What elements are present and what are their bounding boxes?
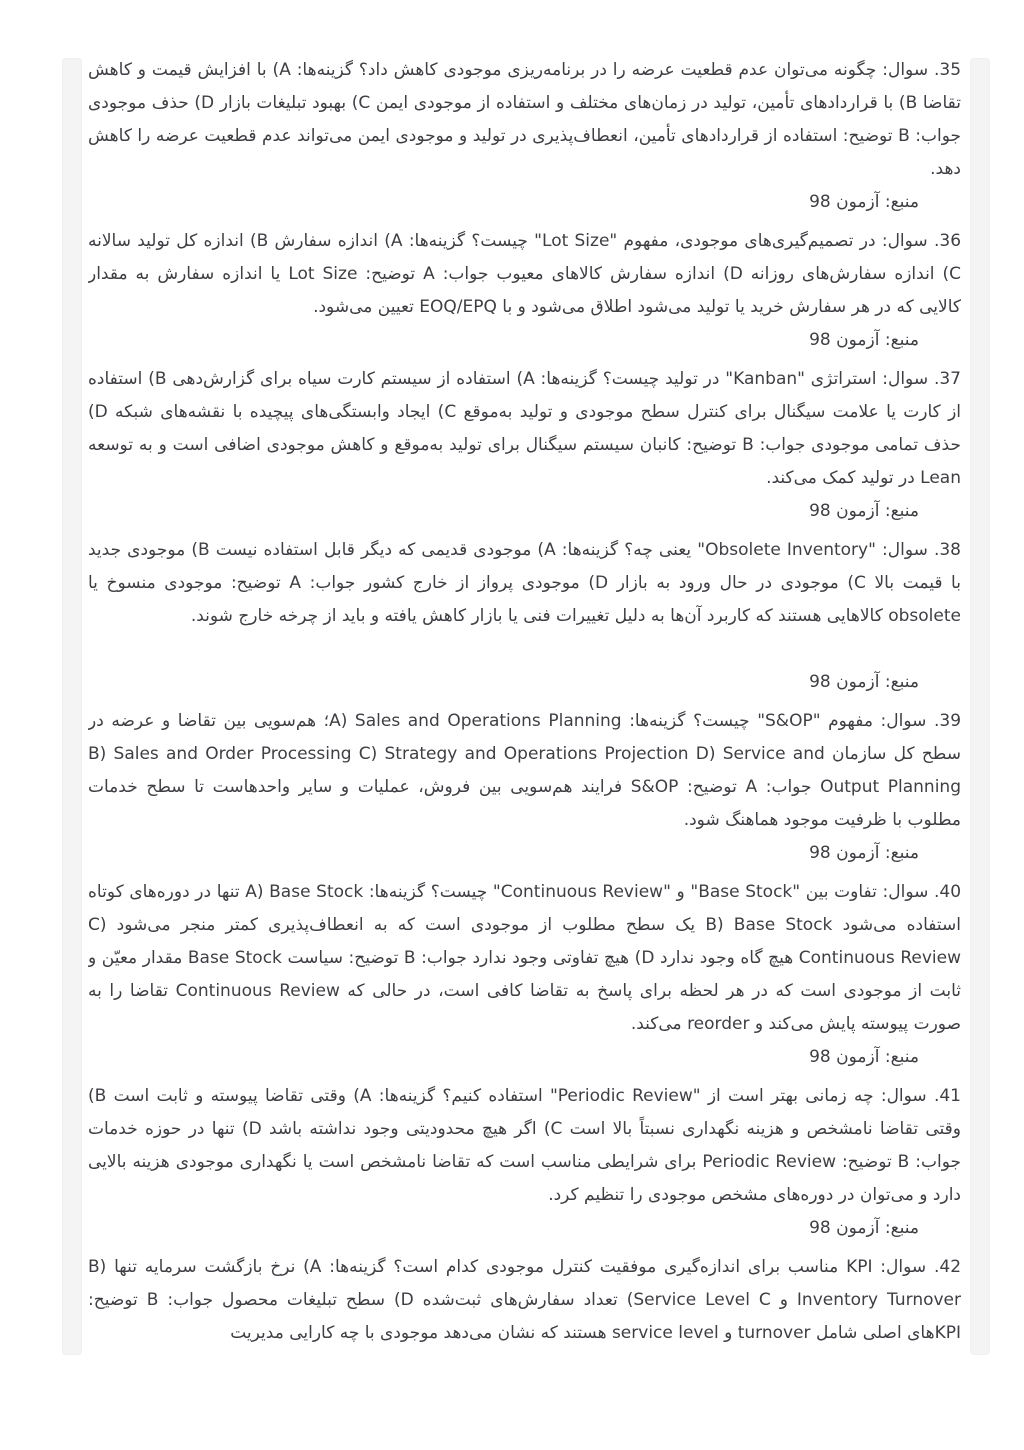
- qa-item-41: [88, 1080, 961, 1245]
- question-number: 42.: [933, 1257, 961, 1277]
- question-paragraph: [88, 225, 961, 324]
- source-line: منبع: آزمون 98: [809, 1047, 919, 1067]
- question-paragraph: [88, 1251, 961, 1350]
- source-line: منبع: آزمون 98: [809, 843, 919, 863]
- page-edge-right: [970, 58, 990, 1355]
- question-paragraph: [88, 534, 961, 666]
- question-number: 35.: [933, 60, 961, 80]
- qa-item-42: [88, 1251, 961, 1350]
- question-number: 37.: [933, 369, 961, 389]
- question-paragraph: [88, 363, 961, 495]
- question-text: سوال: KPI مناسب برای اندازه‌گیری موفقیت کنترل موجودی کدام است؟ گزینه‌ها: A) نرخ بازگشت سرمایه تنها B) Inventory Turnover و Service Level C) تعداد سفارش‌های ثبت‌شده D) سطح تبلیغات محصول جواب: B توضیح: KPI‌های اصلی شامل turnover و service level هستند که نشان می‌دهد موجودی با چه کارایی مدیریت: [88, 1257, 961, 1343]
- question-number: 39.: [933, 711, 961, 731]
- question-number: 36.: [933, 231, 961, 251]
- source-line: منبع: آزمون 98: [809, 330, 919, 350]
- qa-item-39: [88, 705, 961, 870]
- page-edge-left: [62, 58, 82, 1355]
- question-paragraph: [88, 876, 961, 1041]
- question-text: سوال: در تصمیم‌گیری‌های موجودی، مفهوم "Lot Size" چیست؟ گزینه‌ها: A) اندازه سفارش B) اندازه کل تولید سالانه C) اندازه سفارش‌های روزانه D) اندازه سفارش کالاهای معیوب جواب: A توضیح: Lot Size یا اندازه سفارش به مقدار کالایی که در هر سفارش خرید یا تولید می‌شود اطلاق می‌شود و با EOQ/EPQ تعیین می‌شود.: [88, 231, 961, 317]
- source-line: منبع: آزمون 98: [809, 1218, 919, 1238]
- qa-item-38: [88, 534, 961, 699]
- qa-item-35: [88, 54, 961, 219]
- question-text: سوال: چگونه می‌توان عدم قطعیت عرضه را در برنامه‌ریزی موجودی کاهش داد؟ گزینه‌ها: A) با افزایش قیمت و کاهش تقاضا B) با قراردادهای تأمین، تولید در زمان‌های مختلف و استفاده از موجودی ایمن C) بهبود تبلیغات بازار D) حذف موجودی جواب: B توضیح: استفاده از قراردادهای تأمین، انعطاف‌پذیری در تولید و موجودی ایمن می‌تواند عدم قطعیت عرضه را کاهش دهد.: [88, 60, 961, 179]
- source-line: منبع: آزمون 98: [809, 192, 919, 212]
- document-body: [88, 54, 961, 1356]
- question-text: سوال: تفاوت بین "Base Stock" و "Continuous Review" چیست؟ گزینه‌ها: A) Base Stock تنها در دوره‌های کوتاه استفاده می‌شود B) Base Stock یک سطح مطلوب از موجودی است که به انعطاف‌پذیری کمتر منجر می‌شود C) Continuous Review هیچ گاه وجود ندارد D) هیچ تفاوتی وجود ندارد جواب: B توضیح: سیاست Base Stock مقدار معیّن و ثابت از موجودی است که در هر لحظه برای پاسخ به تقاضا کافی است، در حالی که Continuous Review تقاضا را به صورت پیوسته پایش می‌کند و reorder می‌کند.: [88, 882, 961, 1034]
- source-line: منبع: آزمون 98: [809, 672, 919, 692]
- question-text: سوال: استراتژی "Kanban" در تولید چیست؟ گزینه‌ها: A) استفاده از سیستم کارت سیاه برای گزارش‌دهی B) استفاده از کارت یا علامت سیگنال برای کنترل سطح موجودی و تولید به‌موقع C) ایجاد وابستگی‌های پیچیده با نقشه‌های شبکه D) حذف تمامی موجودی جواب: B توضیح: کانبان سیستم سیگنال برای تولید به‌موقع و کاهش موجودی اضافی است و به توسعه Lean در تولید کمک می‌کند.: [88, 369, 961, 488]
- question-number: 40.: [934, 882, 961, 902]
- qa-item-37: [88, 363, 961, 528]
- question-text: سوال: "Obsolete Inventory" یعنی چه؟ گزینه‌ها: A) موجودی قدیمی که دیگر قابل استفاده نیست B) موجودی جدید با قیمت بالا C) موجودی در حال ورود به بازار D) موجودی پرواز از خارج کشور جواب: A توضیح: موجودی منسوخ یا obsolete کالاهایی هستند که کاربرد آن‌ها به دلیل تغییرات فنی یا بازار کاهش یافته و باید از چرخه خارج شوند.: [88, 540, 961, 626]
- qa-item-40: [88, 876, 961, 1074]
- question-number: 41.: [933, 1086, 961, 1106]
- question-paragraph: [88, 705, 961, 837]
- question-text: سوال: مفهوم "S&OP" چیست؟ گزینه‌ها: A) Sales and Operations Planning؛ هم‌سویی بین تقاضا و عرضه در سطح کل سازمان B) Sales and Order Processing C) Strategy and Operations Projection D) Service and Output Planning جواب: A توضیح: S&OP فرایند هم‌سویی بین فروش، عملیات و سایر واحدهاست تا سطح خدمات مطلوب با ظرفیت موجود هماهنگ شود.: [88, 711, 961, 830]
- question-text: سوال: چه زمانی بهتر است از "Periodic Review" استفاده کنیم؟ گزینه‌ها: A) وقتی تقاضا پیوسته و ثابت است B) وقتی تقاضا نامشخص و هزینه نگهداری نسبتاً بالا است C) اگر هیچ محدودیتی وجود نداشته باشد D) تنها در حوزه خدمات جواب: B توضیح: Periodic Review برای شرایطی مناسب است که تقاضا نامشخص است یا نگهداری موجودی هزینه بالایی دارد و می‌توان در دوره‌های مشخص موجودی را تنظیم کرد.: [88, 1086, 961, 1205]
- qa-item-36: [88, 225, 961, 357]
- source-line: منبع: آزمون 98: [809, 501, 919, 521]
- question-paragraph: [88, 54, 961, 186]
- question-number: 38.: [933, 540, 961, 560]
- question-paragraph: [88, 1080, 961, 1212]
